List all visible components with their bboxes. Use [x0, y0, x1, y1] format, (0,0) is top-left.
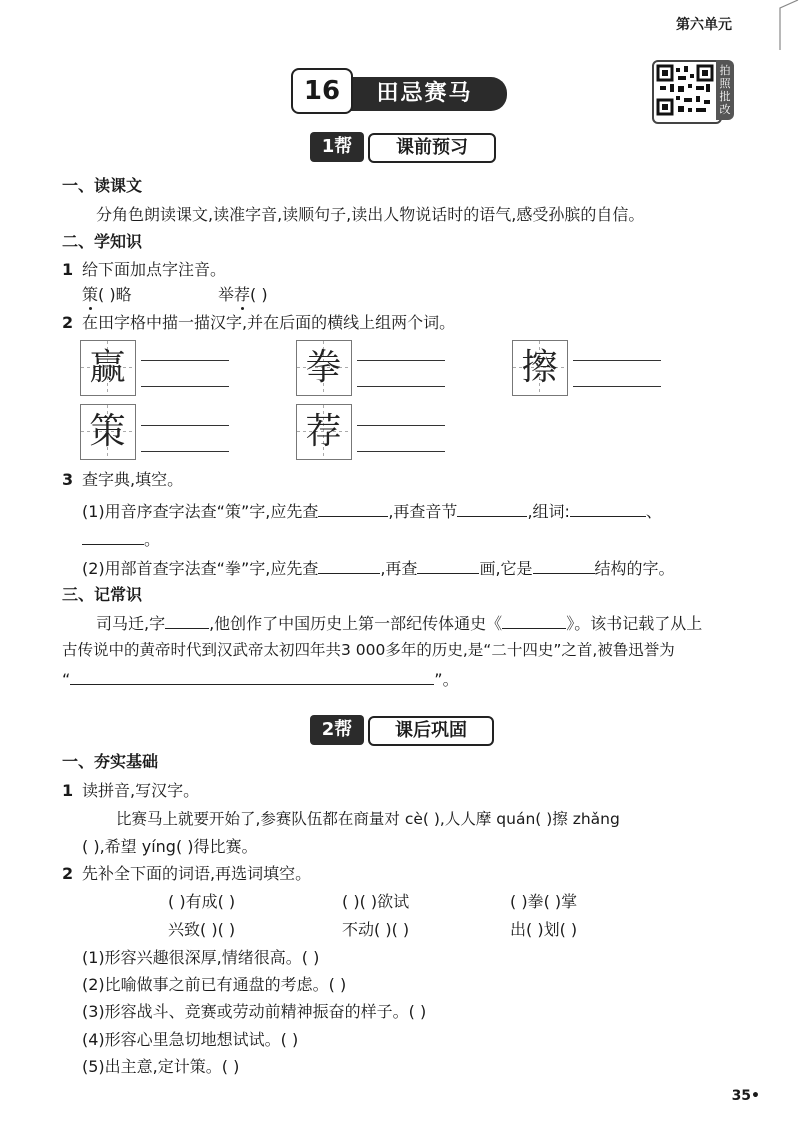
qr-code-icon[interactable]: [652, 60, 722, 124]
question-number: 1: [62, 781, 74, 800]
dotted-char: 荐: [234, 285, 251, 304]
answer-line[interactable]: [141, 425, 229, 426]
page-corner-decoration: [740, 0, 800, 50]
tianzi-grid[interactable]: [80, 404, 136, 460]
idiom-fill[interactable]: 兴致( )( ): [168, 920, 236, 939]
unit-label: 第六单元: [676, 17, 732, 33]
heading-learn-knowledge: 二、学知识: [62, 232, 143, 251]
answer-blank[interactable]: [457, 500, 527, 517]
line-text: 》。该书记载了从上: [566, 614, 703, 633]
trace-char: 拳: [305, 347, 342, 388]
idiom-choice-item[interactable]: (4)形容心里急切地想试试。( ): [82, 1030, 299, 1049]
knowledge-line-1: [96, 612, 702, 634]
line-text: 、: [645, 502, 662, 521]
answer-blank[interactable]: [70, 668, 434, 685]
answer-blank[interactable]: [570, 500, 646, 517]
trace-char: 荐: [305, 411, 342, 452]
dictionary-line-1-cont: [82, 528, 160, 550]
heading-common-knowledge: 三、记常识: [62, 585, 143, 604]
question-prompt: 给下面加点字注音。: [82, 260, 227, 279]
tianzi-grid[interactable]: [296, 404, 352, 460]
dotted-char: 策: [82, 285, 99, 304]
section1-title: 课前预习: [368, 133, 496, 163]
answer-blank[interactable]: [502, 612, 566, 629]
answer-line[interactable]: [573, 386, 661, 387]
line-text: ,再查: [380, 559, 418, 578]
answer-blank[interactable]: [318, 557, 380, 574]
idiom-fill[interactable]: ( )( )欲试: [342, 892, 410, 911]
plain-char: 举: [218, 285, 235, 304]
question-number: 2: [62, 864, 74, 883]
section2-badge: 2帮: [310, 715, 364, 745]
answer-line[interactable]: [141, 360, 229, 361]
knowledge-line-3: [62, 668, 459, 690]
pinyin-passage-line-1: 比赛马上就要开始了,参赛队伍都在商量对 cè( ),人人摩 quán( )擦 zhǎng: [116, 810, 620, 828]
knowledge-line-2: 古传说中的黄帝时代到汉武帝太初四年共3 000多年的历史,是“二十四史”之首,被鲁迅誉为: [62, 641, 675, 659]
question-prompt: 查字典,填空。: [82, 470, 184, 489]
line-text: (1)用音序查字法查“策”字,应先查: [82, 502, 319, 521]
lesson-number: 16: [291, 68, 353, 114]
dictionary-line-2: [82, 557, 675, 579]
qr-label: 拍照批改: [716, 60, 734, 120]
answer-blank[interactable]: [417, 557, 479, 574]
answer-line[interactable]: [141, 451, 229, 452]
trace-char: 策: [89, 411, 126, 452]
answer-line[interactable]: [357, 451, 445, 452]
idiom-choice-item[interactable]: (2)比喻做事之前已有通盘的考虑。( ): [82, 975, 347, 994]
section2-title: 课后巩固: [368, 716, 494, 746]
tianzi-grid[interactable]: [296, 340, 352, 396]
idiom-choice-item[interactable]: (5)出主意,定计策。( ): [82, 1057, 240, 1076]
question-prompt: 读拼音,写汉字。: [82, 781, 200, 800]
trace-char: 赢: [89, 347, 126, 388]
answer-line[interactable]: [573, 360, 661, 361]
read-text-instruction: 分角色朗读课文,读准字音,读顺句子,读出人物说话时的语气,感受孙膑的自信。: [96, 205, 645, 224]
idiom-choice-item[interactable]: (1)形容兴趣很深厚,情绪很高。( ): [82, 948, 320, 967]
line-text: (2)用部首查字法查“拳”字,应先查: [82, 559, 319, 578]
line-text: “: [62, 670, 71, 689]
line-text: 画,它是: [479, 559, 533, 578]
idiom-fill[interactable]: 不动( )( ): [342, 920, 410, 939]
answer-line[interactable]: [357, 425, 445, 426]
question-prompt: 先补全下面的词语,再选词填空。: [82, 864, 312, 883]
question-number: 1: [62, 260, 74, 279]
line-text: 司马迁,字: [96, 614, 166, 633]
line-text: 结构的字。: [594, 559, 675, 578]
line-text: ,他创作了中国历史上第一部纪传体通史《: [209, 614, 503, 633]
idiom-fill[interactable]: 出( )划( ): [510, 920, 578, 939]
page-number: 35•: [731, 1088, 760, 1104]
pinyin-blank[interactable]: ( )略: [98, 285, 132, 304]
heading-basics: 一、夯实基础: [62, 752, 159, 771]
question-number: 3: [62, 470, 74, 489]
idiom-fill[interactable]: ( )有成( ): [168, 892, 236, 911]
line-text: ,组词:: [527, 502, 570, 521]
trace-char: 擦: [521, 347, 558, 388]
lesson-title: 田忌赛马: [342, 77, 507, 111]
dictionary-line-1: [82, 500, 662, 522]
pinyin-passage-line-2: ( ),希望 yíng( )得比赛。: [82, 837, 258, 856]
idiom-fill[interactable]: ( )拳( )掌: [510, 892, 578, 911]
line-text: ,再查音节: [388, 502, 458, 521]
answer-line[interactable]: [141, 386, 229, 387]
question-number: 2: [62, 313, 74, 332]
idiom-choice-item[interactable]: (3)形容战斗、竞赛或劳动前精神振奋的样子。( ): [82, 1002, 427, 1021]
pinyin-item-celue: [82, 285, 132, 305]
answer-blank[interactable]: [165, 612, 209, 629]
answer-line[interactable]: [357, 360, 445, 361]
answer-blank[interactable]: [533, 557, 595, 574]
pinyin-item-jujian: [218, 285, 268, 305]
answer-line[interactable]: [357, 386, 445, 387]
tianzi-grid[interactable]: [80, 340, 136, 396]
question-prompt: 在田字格中描一描汉字,并在后面的横线上组两个词。: [82, 313, 456, 332]
section1-badge: 1帮: [310, 132, 364, 162]
pinyin-blank[interactable]: ( ): [250, 285, 268, 304]
line-text: ”。: [434, 670, 459, 689]
line-text: 。: [144, 530, 161, 549]
heading-read-text: 一、读课文: [62, 176, 143, 195]
answer-blank[interactable]: [82, 528, 144, 545]
tianzi-grid[interactable]: [512, 340, 568, 396]
answer-blank[interactable]: [318, 500, 388, 517]
